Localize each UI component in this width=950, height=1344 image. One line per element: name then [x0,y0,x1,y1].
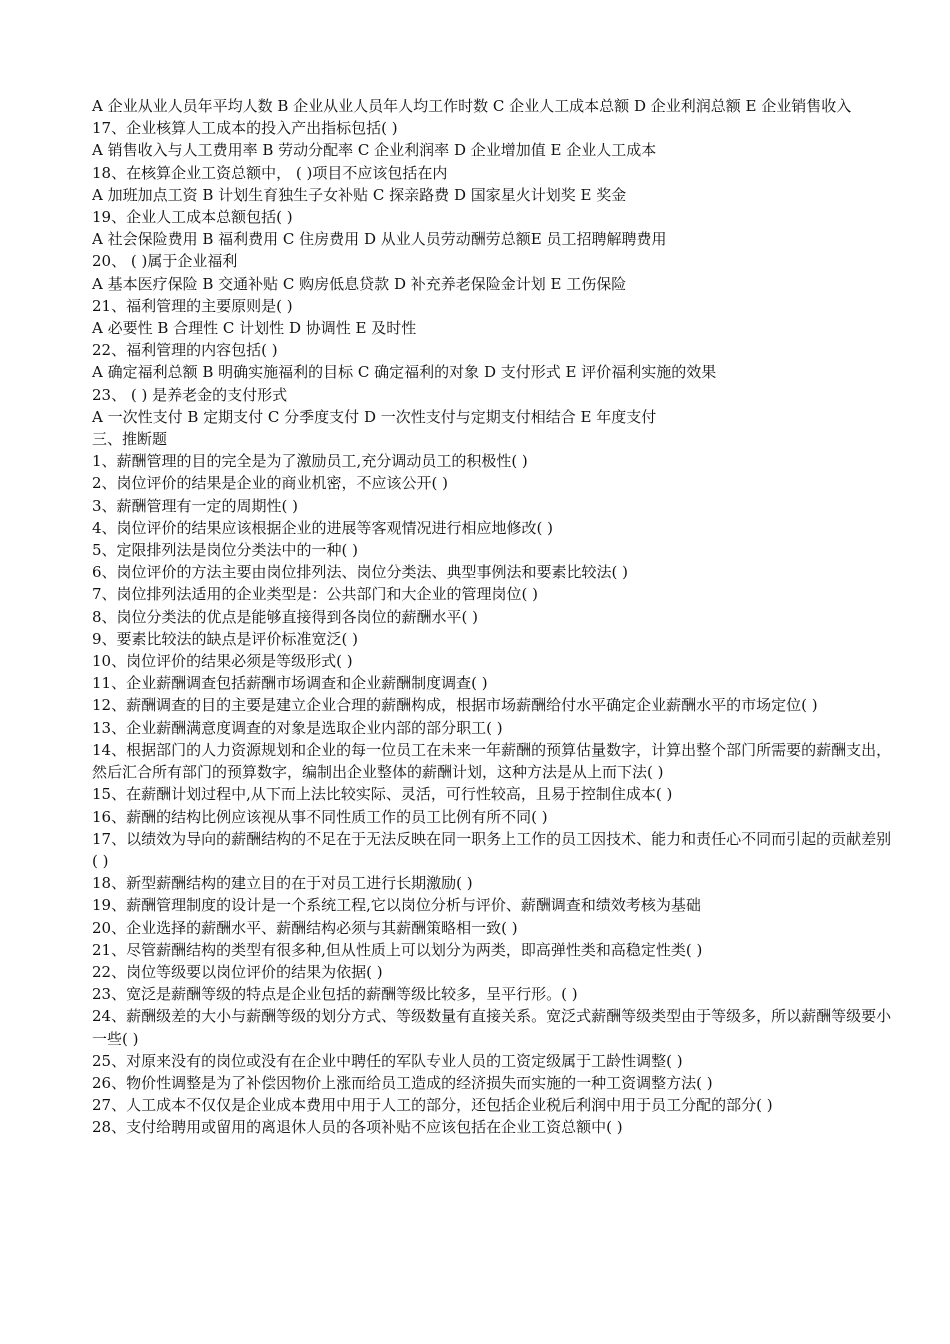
text-line: 21、尽管薪酬结构的类型有很多种,但从性质上可以划分为两类，即高弹性类和高稳定性类( ) [92,940,703,959]
text-line: A 基本医疗保险 B 交通补贴 C 购房低息贷款 D 补充养老保险金计划 E 工伤保险 [92,274,627,293]
text-line: 三、推断题 [92,430,168,449]
text-line: 8、岗位分类法的优点是能够直接得到各岗位的薪酬水平( ) [92,607,479,626]
text-line: 17、企业核算人工成本的投入产出指标包括( ) [92,119,398,138]
text-line: 28、支付给聘用或留用的离退休人员的各项补贴不应该包括在企业工资总额中( ) [92,1118,623,1137]
text-line: 6、岗位评价的方法主要由岗位排列法、岗位分类法、典型事例法和要素比较法( ) [92,563,629,582]
text-line: 17、以绩效为导向的薪酬结构的不足在于无法反映在同一职务上工作的员工因技术、能力和责任心不同而引起的贡献差别( ) [92,829,892,870]
text-line: 4、岗位评价的结果应该根据企业的进展等客观情况进行相应地修改( ) [92,518,554,537]
text-line: 12、薪酬调查的目的主要是建立企业合理的薪酬构成，根据市场薪酬给付水平确定企业薪酬水平的市场定位( ) [92,696,818,715]
text-line: 18、新型薪酬结构的建立目的在于对员工进行长期激励( ) [92,874,473,893]
text-line: 23、 ( ) 是养老金的支付形式 [92,385,288,404]
text-line: A 一次性支付 B 定期支付 C 分季度支付 D 一次性支付与定期支付相结合 E 年度支付 [92,407,657,426]
text-line: 20、企业选择的薪酬水平、薪酬结构必须与其薪酬策略相一致( ) [92,918,518,937]
text-line: 23、宽泛是薪酬等级的特点是企业包括的薪酬等级比较多，呈平行形。( ) [92,985,578,1004]
text-line: 21、福利管理的主要原则是( ) [92,296,293,315]
text-line: 9、要素比较法的缺点是评价标准宽泛( ) [92,629,359,648]
text-line: 2、岗位评价的结果是企业的商业机密，不应该公开( ) [92,474,449,493]
text-line: 1、薪酬管理的目的完全是为了激励员工,充分调动员工的积极性( ) [92,452,528,471]
text-line: 26、物价性调整是为了补偿因物价上涨而给员工造成的经济损失而实施的一种工资调整方法( ) [92,1073,713,1092]
document-page [92,95,892,1139]
text-line: 20、 ( )属于企业福利 [92,252,238,271]
text-line: 7、岗位排列法适用的企业类型是：公共部门和大企业的管理岗位( ) [92,585,539,604]
text-line: 10、岗位评价的结果必须是等级形式( ) [92,652,353,671]
text-line: 5、定限排列法是岗位分类法中的一种( ) [92,541,359,560]
text-line: 24、薪酬级差的大小与薪酬等级的划分方式、等级数量有直接关系。宽泛式薪酬等级类型由于等级多，所以薪酬等级要小一些( ) [92,1007,892,1048]
text-line: 19、薪酬管理制度的设计是一个系统工程,它以岗位分析与评价、薪酬调查和绩效考核为基础 [92,896,701,915]
text-line: 22、福利管理的内容包括( ) [92,341,278,360]
text-line: 11、企业薪酬调查包括薪酬市场调查和企业薪酬制度调查( ) [92,674,488,693]
text-line: 25、对原来没有的岗位或没有在企业中聘任的军队专业人员的工资定级属于工龄性调整( ) [92,1051,683,1070]
text-line: A 销售收入与人工费用率 B 劳动分配率 C 企业利润率 D 企业增加值 E 企业人工成本 [92,141,657,160]
text-line: A 加班加点工资 B 计划生育独生子女补贴 C 探亲路费 D 国家星火计划奖 E 奖金 [92,185,627,204]
text-line: 19、企业人工成本总额包括( ) [92,208,293,227]
text-line: A 必要性 B 合理性 C 计划性 D 协调性 E 及时性 [92,319,417,338]
text-line: A 确定福利总额 B 明确实施福利的目标 C 确定福利的对象 D 支付形式 E 评价福利实施的效果 [92,363,717,382]
text-line: 18、在核算企业工资总额中， ( )项目不应该包括在内 [92,163,448,182]
text-line: 13、企业薪酬满意度调查的对象是选取企业内部的部分职工( ) [92,718,503,737]
text-line: 14、根据部门的人力资源规划和企业的每一位员工在未来一年薪酬的预算估量数字，计算出整个部门所需要的薪酬支出，然后汇合所有部门的预算数字，编制出企业整体的薪酬计划，这种方法是从上而下法( ) [92,740,892,782]
text-line: A 社会保险费用 B 福利费用 C 住房费用 D 从业人员劳动酬劳总额E 员工招聘解聘费用 [92,230,667,249]
text-line: A 企业从业人员年平均人数 B 企业从业人员年人均工作时数 C 企业人工成本总额 D 企业利润总额 E 企业销售收入 [92,97,852,115]
text-line: 15、在薪酬计划过程中,从下而上法比较实际、灵活，可行性较高，且易于控制住成本( ) [92,785,673,804]
text-line: 3、薪酬管理有一定的周期性( ) [92,496,299,515]
text-line: 27、人工成本不仅仅是企业成本费用中用于人工的部分，还包括企业税后利润中用于员工分配的部分( ) [92,1096,773,1115]
text-line: 16、薪酬的结构比例应该视从事不同性质工作的员工比例有所不同( ) [92,807,548,826]
text-line: 22、岗位等级要以岗位评价的结果为依据( ) [92,962,383,981]
